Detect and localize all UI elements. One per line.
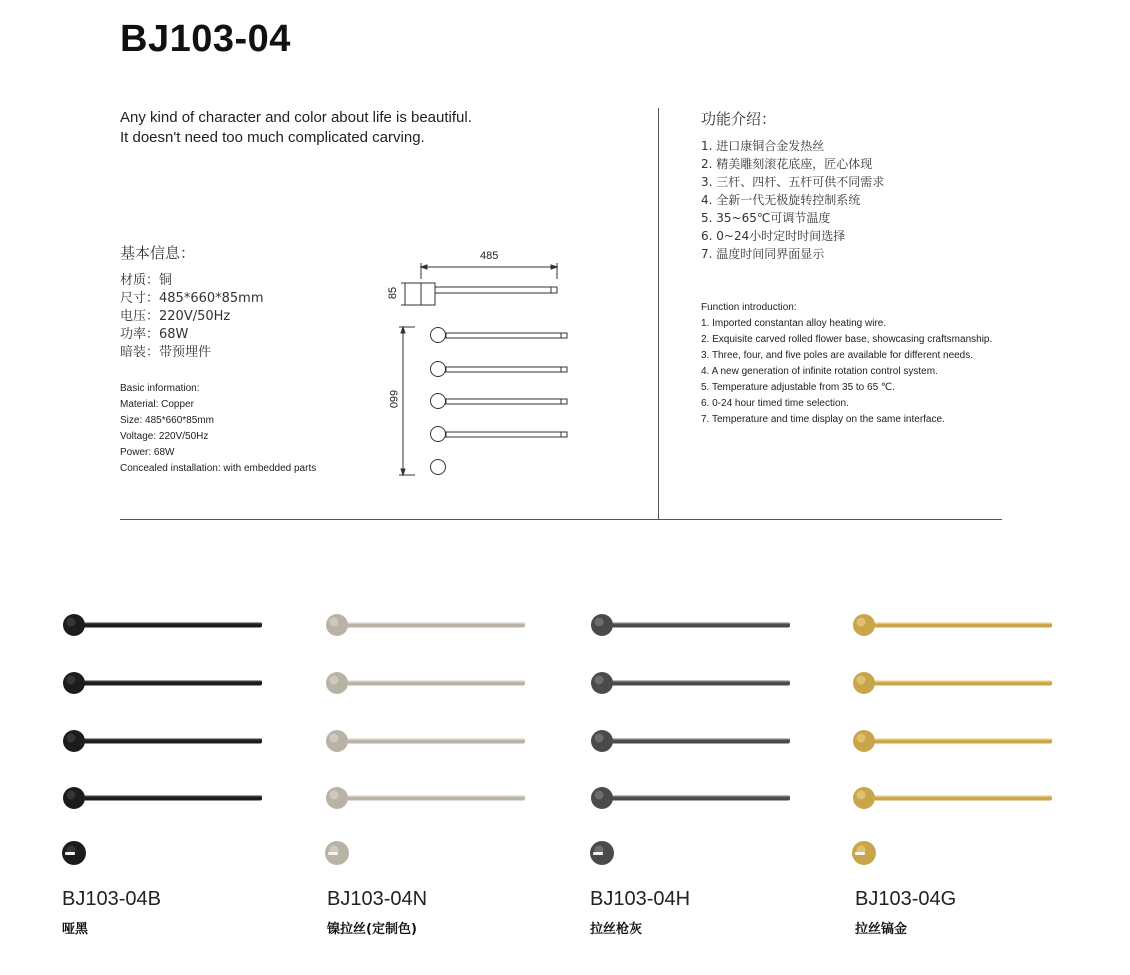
bar-base-highlight bbox=[857, 618, 866, 627]
towel-bar-highlight bbox=[608, 796, 790, 798]
towel-bar-highlight bbox=[343, 796, 525, 798]
function-list-cn bbox=[701, 137, 884, 263]
basic-info-en-item: Voltage: 220V/50Hz bbox=[120, 431, 209, 442]
horizontal-divider bbox=[120, 519, 1002, 520]
variant-finish-name: 拉丝枪灰 bbox=[590, 922, 643, 937]
control-display bbox=[65, 852, 75, 855]
function-en-item: 1. Imported constantan alloy heating wire. bbox=[701, 318, 887, 329]
bar-base-highlight bbox=[67, 676, 76, 685]
variant-g bbox=[852, 605, 1092, 875]
function-cn-item: 7. 温度时间同界面显示 bbox=[701, 247, 825, 261]
product-title: BJ103-04 bbox=[120, 18, 291, 60]
bar-base-highlight bbox=[595, 734, 604, 743]
basic-info-en-item: Basic information: bbox=[120, 383, 200, 394]
towel-bar-highlight bbox=[80, 623, 262, 625]
bar-base-highlight bbox=[595, 618, 604, 627]
towel-rack-image bbox=[590, 605, 810, 875]
basic-info-cn-item: 电压：220V/50Hz bbox=[120, 309, 231, 324]
bar-base-highlight bbox=[857, 791, 866, 800]
towel-bar-highlight bbox=[870, 739, 1052, 741]
bar-base-highlight bbox=[330, 734, 339, 743]
towel-bar-highlight bbox=[80, 796, 262, 798]
function-en-item: 2. Exquisite carved rolled flower base, showcasing craftsmanship. bbox=[701, 334, 993, 345]
product-intro: Any kind of character and color about life is beautiful. It doesn't need too much complicated carving. bbox=[120, 109, 472, 146]
function-cn-item: 6. 0~24小时定时时间选择 bbox=[701, 229, 846, 243]
variant-code: BJ103-04N bbox=[327, 888, 428, 910]
towel-bar-highlight bbox=[870, 796, 1052, 798]
bar-base-highlight bbox=[857, 734, 866, 743]
basic-info-cn bbox=[120, 272, 264, 362]
towel-bar-highlight bbox=[343, 623, 525, 625]
basic-info-heading-cn: 基本信息： bbox=[120, 244, 196, 262]
basic-info-en bbox=[120, 381, 316, 477]
function-cn-item: 3. 三杆、四杆、五杆可供不同需求 bbox=[701, 175, 885, 189]
function-cn-item: 4. 全新一代无极旋转控制系统 bbox=[701, 193, 861, 207]
function-cn-item: 2. 精美雕刻滚花底座，匠心体现 bbox=[701, 157, 873, 171]
basic-info-en-item: Power: 68W bbox=[120, 447, 175, 458]
dimension-width: 485 bbox=[480, 250, 499, 262]
variant-finish-name: 拉丝镐金 bbox=[855, 922, 908, 937]
towel-bar-highlight bbox=[608, 623, 790, 625]
variant-code: BJ103-04H bbox=[590, 888, 691, 910]
basic-info-cn-item: 功率：68W bbox=[120, 327, 189, 342]
function-en-item: 3. Three, four, and five poles are available for different needs. bbox=[701, 350, 974, 361]
variant-finish-name: 哑黑 bbox=[62, 922, 89, 937]
towel-bar-highlight bbox=[80, 739, 262, 741]
function-en-item: 4. A new generation of infinite rotation control system. bbox=[701, 366, 938, 377]
function-list-en bbox=[701, 300, 992, 428]
bar-base-highlight bbox=[857, 676, 866, 685]
function-cn-item: 1. 进口康铜合金发热丝 bbox=[701, 139, 825, 153]
basic-info-en-item: Size: 485*660*85mm bbox=[120, 415, 214, 426]
variant-n bbox=[325, 605, 565, 875]
bar-base-highlight bbox=[330, 618, 339, 627]
bar-base-highlight bbox=[67, 734, 76, 743]
basic-info-cn-item: 尺寸：485*660*85mm bbox=[120, 291, 264, 306]
towel-bar-highlight bbox=[343, 739, 525, 741]
towel-bar-highlight bbox=[608, 739, 790, 741]
towel-bar-highlight bbox=[80, 681, 262, 683]
bar-base-highlight bbox=[595, 676, 604, 685]
variant-b bbox=[62, 605, 302, 875]
dimension-depth: 85 bbox=[387, 286, 400, 300]
control-display bbox=[855, 852, 865, 855]
bar-base-highlight bbox=[330, 791, 339, 800]
bar-base-highlight bbox=[595, 791, 604, 800]
control-display bbox=[328, 852, 338, 855]
dimension-diagram bbox=[385, 245, 585, 490]
variant-code: BJ103-04G bbox=[855, 888, 957, 910]
variant-h bbox=[590, 605, 830, 875]
dimension-height: 660 bbox=[387, 389, 400, 409]
function-en-item: 6. 0-24 hour timed time selection. bbox=[701, 398, 849, 409]
bar-base-highlight bbox=[67, 618, 76, 627]
towel-rack-image bbox=[62, 605, 282, 875]
function-en-item: 7. Temperature and time display on the same interface. bbox=[701, 414, 945, 425]
variant-code: BJ103-04B bbox=[62, 888, 161, 910]
bar-base-highlight bbox=[67, 791, 76, 800]
variant-finish-name: 镍拉丝(定制色) bbox=[327, 922, 417, 937]
basic-info-cn-item: 材质：铜 bbox=[120, 273, 173, 288]
function-cn-item: 5. 35~65℃可调节温度 bbox=[701, 211, 831, 225]
towel-bar-highlight bbox=[870, 681, 1052, 683]
basic-info-en-item: Concealed installation: with embedded parts bbox=[120, 463, 317, 474]
towel-bar-highlight bbox=[343, 681, 525, 683]
basic-info-en-item: Material: Copper bbox=[120, 399, 194, 410]
towel-bar-highlight bbox=[608, 681, 790, 683]
vertical-divider bbox=[658, 108, 659, 519]
bar-base-highlight bbox=[330, 676, 339, 685]
towel-rack-image bbox=[852, 605, 1072, 875]
control-display bbox=[593, 852, 603, 855]
function-en-item: 5. Temperature adjustable from 35 to 65 ℃. bbox=[701, 382, 895, 393]
towel-bar-highlight bbox=[870, 623, 1052, 625]
function-en-item: Function introduction: bbox=[701, 302, 797, 313]
basic-info-cn-item: 暗装：带预埋件 bbox=[120, 345, 212, 360]
function-heading-cn: 功能介绍： bbox=[701, 110, 777, 128]
towel-rack-image bbox=[325, 605, 545, 875]
